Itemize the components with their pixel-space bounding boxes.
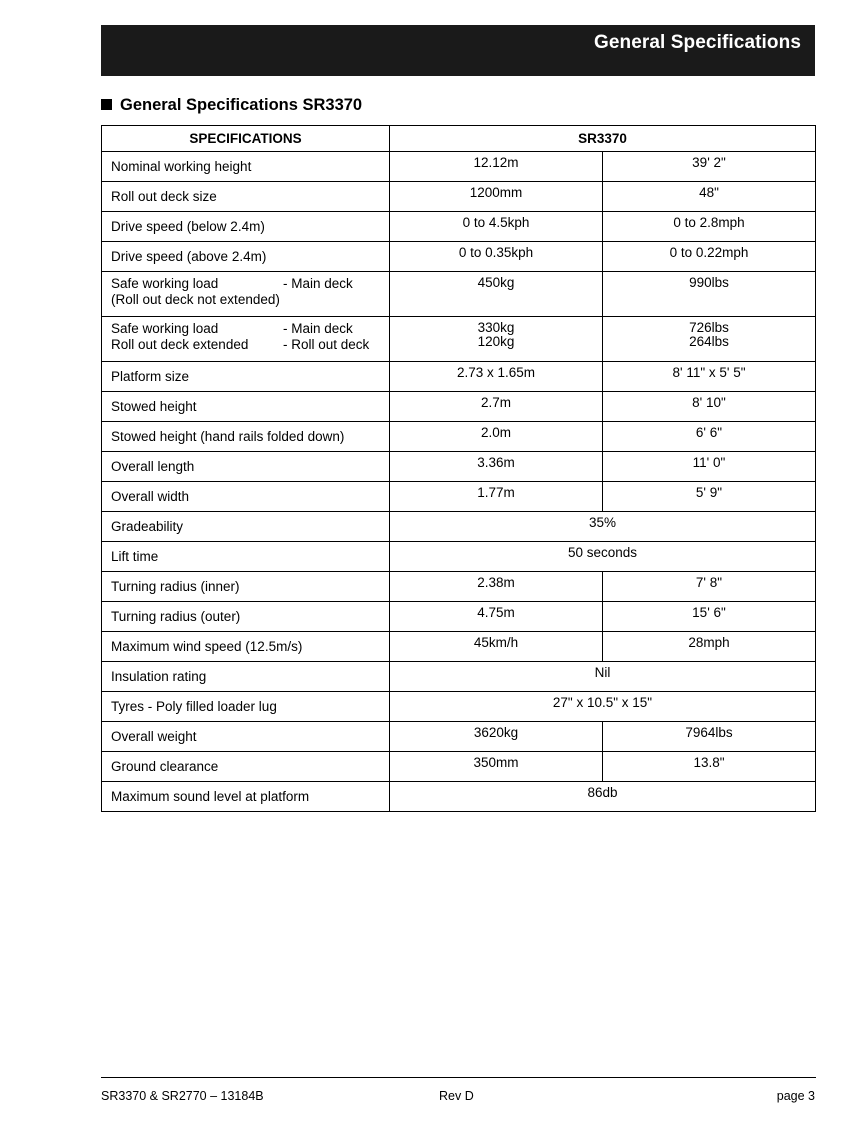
imperial-value: 8' 10" (603, 392, 816, 422)
row-sublabel: - Main deck (283, 321, 353, 336)
table-row (102, 572, 816, 602)
row-label-text: (Roll out deck not extended) (111, 292, 280, 307)
row-label-line (111, 337, 380, 353)
square-bullet-icon (101, 99, 112, 110)
row-label: Overall width (102, 482, 390, 512)
row-label: Drive speed (below 2.4m) (102, 212, 390, 242)
metric-value-line: 330kg (477, 320, 515, 335)
row-label-text: Safe working load (111, 276, 219, 291)
imperial-value (603, 317, 816, 362)
table-row (102, 422, 816, 452)
table-row (102, 602, 816, 632)
table-row (102, 482, 816, 512)
column-header-model: SR3370 (390, 126, 816, 152)
table-row (102, 182, 816, 212)
header-title: General Specifications (593, 32, 801, 53)
row-label-text: Roll out deck extended (111, 337, 249, 352)
metric-value-line: 120kg (477, 334, 515, 349)
table-row (102, 692, 816, 722)
imperial-value: 0 to 2.8mph (603, 212, 816, 242)
row-label-text: Safe working load (111, 321, 219, 336)
imperial-value: 28mph (603, 632, 816, 662)
imperial-value: 6' 6" (603, 422, 816, 452)
metric-value: 4.75m (390, 602, 603, 632)
table-header-row (102, 126, 816, 152)
imperial-value: 0 to 0.22mph (603, 242, 816, 272)
metric-value: 3.36m (390, 452, 603, 482)
row-label: Overall weight (102, 722, 390, 752)
row-label: Stowed height (102, 392, 390, 422)
table-row (102, 722, 816, 752)
row-label: Ground clearance (102, 752, 390, 782)
table-row (102, 662, 816, 692)
table-row (102, 782, 816, 812)
imperial-value: 48" (603, 182, 816, 212)
combined-value: Nil (390, 662, 816, 692)
header-bar (101, 25, 815, 76)
row-label: Tyres - Poly filled loader lug (102, 692, 390, 722)
imperial-value-line: 264lbs (689, 334, 729, 349)
row-label-line (111, 292, 380, 308)
metric-value (390, 317, 603, 362)
row-label: Turning radius (inner) (102, 572, 390, 602)
table-row (102, 212, 816, 242)
section-title (101, 96, 362, 115)
row-label: Roll out deck size (102, 182, 390, 212)
imperial-value: 15' 6" (603, 602, 816, 632)
row-label: Maximum wind speed (12.5m/s) (102, 632, 390, 662)
specifications-table (101, 125, 816, 812)
metric-value: 2.0m (390, 422, 603, 452)
imperial-value: 7964lbs (603, 722, 816, 752)
table-row (102, 317, 816, 362)
table-row (102, 542, 816, 572)
footer-page-number: page 3 (776, 1089, 815, 1103)
row-label (102, 317, 390, 362)
imperial-value: 8' 11" x 5' 5" (603, 362, 816, 392)
metric-value: 350mm (390, 752, 603, 782)
metric-value: 1.77m (390, 482, 603, 512)
table-row (102, 752, 816, 782)
table-row (102, 512, 816, 542)
metric-value: 0 to 0.35kph (390, 242, 603, 272)
metric-value: 0 to 4.5kph (390, 212, 603, 242)
row-label: Maximum sound level at platform (102, 782, 390, 812)
footer-document-id: SR3370 & SR2770 – 13184B (101, 1089, 264, 1103)
metric-value: 2.73 x 1.65m (390, 362, 603, 392)
row-label: Gradeability (102, 512, 390, 542)
combined-value: 50 seconds (390, 542, 816, 572)
table-row (102, 242, 816, 272)
metric-value: 2.7m (390, 392, 603, 422)
row-label: Turning radius (outer) (102, 602, 390, 632)
row-label (102, 272, 390, 317)
imperial-value-line: 726lbs (689, 320, 729, 335)
row-sublabel: - Roll out deck (283, 337, 370, 352)
footer-revision: Rev D (439, 1089, 474, 1103)
imperial-value: 7' 8" (603, 572, 816, 602)
imperial-value: 5' 9" (603, 482, 816, 512)
metric-value: 3620kg (390, 722, 603, 752)
row-label-line (111, 276, 380, 292)
row-label-line (111, 321, 380, 337)
table-row (102, 392, 816, 422)
row-sublabel: - Main deck (283, 276, 353, 291)
table-row (102, 632, 816, 662)
combined-value: 27" x 10.5" x 15" (390, 692, 816, 722)
column-header-specifications: SPECIFICATIONS (102, 126, 390, 152)
imperial-value: 11' 0" (603, 452, 816, 482)
row-label: Lift time (102, 542, 390, 572)
metric-value: 450kg (390, 272, 603, 317)
row-label: Platform size (102, 362, 390, 392)
table-row (102, 452, 816, 482)
metric-value: 2.38m (390, 572, 603, 602)
combined-value: 86db (390, 782, 816, 812)
combined-value: 35% (390, 512, 816, 542)
imperial-value: 990lbs (603, 272, 816, 317)
table-row (102, 152, 816, 182)
table-row (102, 272, 816, 317)
metric-value: 45km/h (390, 632, 603, 662)
row-label: Insulation rating (102, 662, 390, 692)
metric-value: 1200mm (390, 182, 603, 212)
section-title-text: General Specifications SR3370 (120, 96, 363, 114)
row-label: Nominal working height (102, 152, 390, 182)
row-label: Overall length (102, 452, 390, 482)
footer-divider (101, 1077, 816, 1078)
imperial-value: 13.8" (603, 752, 816, 782)
table-row (102, 362, 816, 392)
imperial-value: 39' 2" (603, 152, 816, 182)
metric-value: 12.12m (390, 152, 603, 182)
row-label: Drive speed (above 2.4m) (102, 242, 390, 272)
row-label: Stowed height (hand rails folded down) (102, 422, 390, 452)
